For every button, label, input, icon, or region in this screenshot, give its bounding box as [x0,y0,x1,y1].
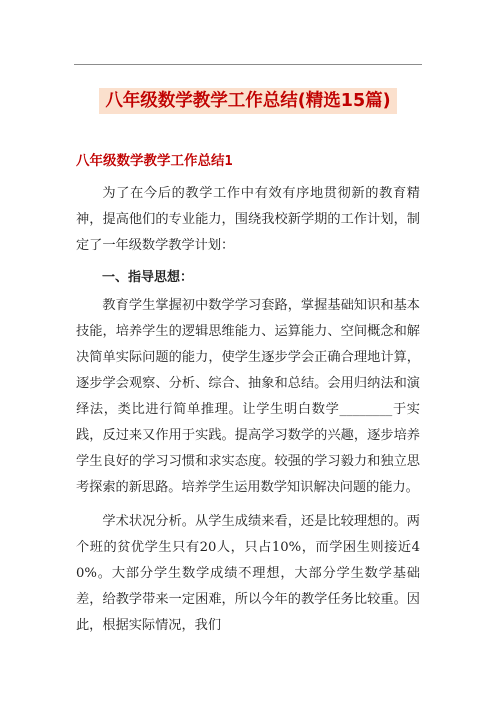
section-heading: 八年级数学教学工作总结1 [76,153,233,169]
header-rule [74,64,422,65]
subheading-guiding-ideas: 一、指导思想： [102,270,194,285]
paragraph-guiding-ideas: 教育学生掌握初中数学学习套路，掌握基础知识和基本技能，培养学生的逻辑思维能力、运算能力、空间概念和解决简单实际问题的能力，使学生逐步学会正确合理地计算，逐步学会观察、分析、综合、抽象和总结。会用归纳法和演绎法，类比进行简单推理。让学生明白数学________于实践，反过来又作用于实践。提高学习数学的兴趣，逐步培养学生良好的学习习惯和求实态度。较强的学习毅力和独立思考探索的新思路。培养学生运用数学知识解决问题的能力。 [76,298,420,495]
document-title: 八年级数学教学工作总结(精选15篇) [99,88,396,114]
paragraph-intro: 为了在今后的教学工作中有效有序地贯彻新的教育精神，提高他们的专业能力，围绕我校新学期的工作计划，制定了一年级数学教学计划： [76,186,420,253]
paragraph-situation-analysis: 学术状况分析。从学生成绩来看，还是比较理想的。两个班的贫优学生只有20人，只占10%，而学困生则接近40%。大部分学生数学成绩不理想，大部分学生数学基础差，给教学带来一定困难，所以今年的教学任务比较重。因此，根据实际情况，我们 [76,514,420,633]
title-container [0,88,496,114]
